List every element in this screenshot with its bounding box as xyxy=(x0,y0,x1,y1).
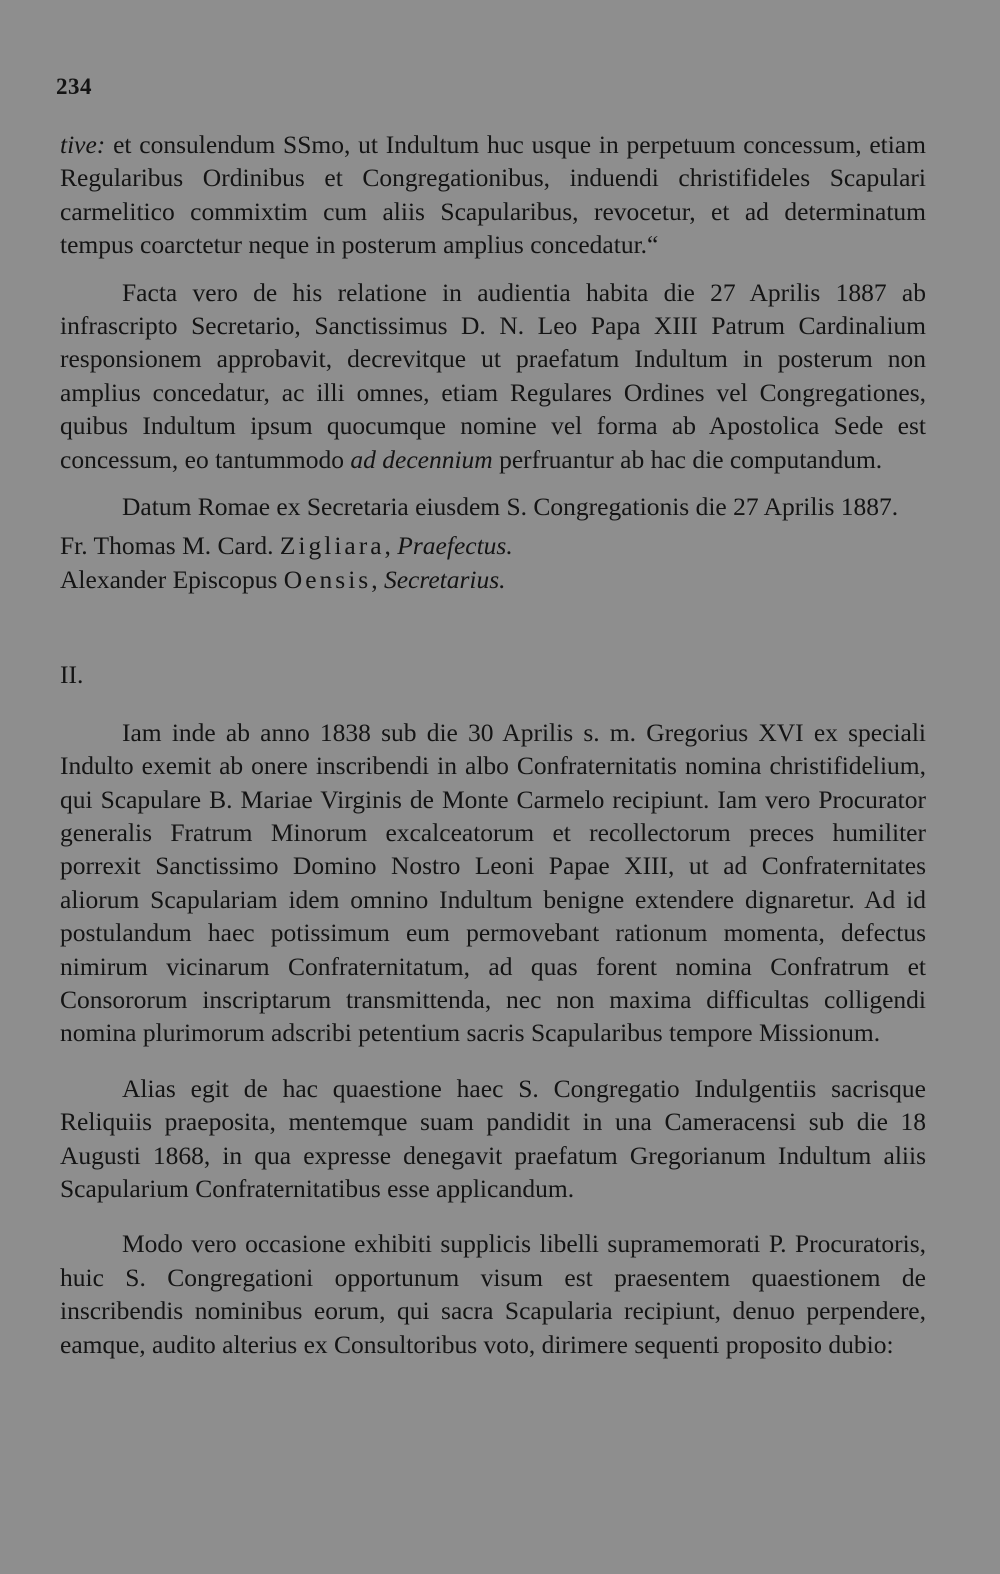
paragraph-datum: Datum Romae ex Secretaria eiusdem S. Congregationis die 27 Aprilis 1887. xyxy=(122,492,899,522)
signature-surname: Zigliara xyxy=(279,531,385,561)
signature-secretary: Alexander Episcopus Oensis, Secretarius. xyxy=(60,564,506,594)
page-number: 234 xyxy=(56,74,92,99)
signature-name: Alexander Episcopus xyxy=(60,564,284,594)
paragraph-alias: Alias egit de hac quaestione haec S. Congregatio Indulgentiis sacrisque Reliquiis praeposita, mentemque suam pandidit in una Cameracensi sub die 18 Augusti 1868, in qua expresse denegavit praefatum Gregorianum Indultum aliis Scapularium Confraternitatibus esse applicandum. xyxy=(60,1073,926,1203)
signature-title: Secretarius. xyxy=(383,564,506,594)
paragraph-text: et consulendum SSmo, ut Indultum huc usque in perpetuum concessum, etiam Regularibus Ordinibus et Congregationibus, induendi christifideles Scapulari carmelitico commixtim cum aliis Scapularibus, revocetur, et ad determinatum tempus coarctetur neque in posterum amplius concedatur.“ xyxy=(60,130,926,260)
italic-lead: tive: xyxy=(60,130,106,159)
signature-surname: Oensis xyxy=(283,564,372,594)
body-text xyxy=(60,128,926,1361)
paragraph-iam: Iam inde ab anno 1838 sub die 30 Aprilis s. m. Gregorius XVI ex speciali Indulto exemit ab onere inscribendi in albo Confraternitatis nomina christifidelium, qui Scapulare B. Mariae Virginis de Monte Carmelo recipiunt. Iam vero Procurator generalis Fratrum Minorum excalceatorum et recollectorum preces humiliter porrexit Sanctissimo Domino Nostro Leoni Papae XIII, ut ad Confraternitates aliorum Scapulariam idem omnino Indultum benigne extendere dignaretur. Ad id postulandum haec potissimum eum permovebant rationum momenta, defectus nimirum vicinarum Confraternitatum, ad quas forent nomina Confratrum et Consororum inscriptarum transmittenda, nec non maxima difficultas colligendi nomina plurimorum adscribi petentium sacris Scapularibus tempore Missionum. xyxy=(60,717,926,1048)
paragraph-facta xyxy=(60,276,926,476)
italic-phrase: ad decennium xyxy=(350,444,493,474)
signature-name: Fr. Thomas M. Card. xyxy=(60,531,280,561)
signature-title: Praefectus. xyxy=(397,531,513,561)
paragraph-modo: Modo vero occasione exhibiti supplicis libelli supramemorati P. Procuratoris, huic S. Congregationi opportunum visum est praesentem quaestionem de inscribendis nominibus eorum, qui sacra Scapularia recipiunt, denuo perpendere, eamque, audito alterius ex Consultoribus voto, dirimere sequenti proposito dubio: xyxy=(60,1229,926,1359)
paragraph-text: Facta vero de his relatione in audientia habita die 27 Aprilis 1887 ab infrascripto Secretario, Sanctissimus D. N. Leo Papa XIII Patrum Cardinalium responsionem approbavit, decrevitque ut praefatum Indultum in posterum non amplius concedatur, ac illi omnes, etiam Regulares Ordines vel Congregationes, quibus Indultum ipsum quocumque nomine vel forma ab Apostolica Sede est concessum, eo tantummodo xyxy=(60,277,926,474)
paragraph-text: perfruantur ab hac die computandum. xyxy=(492,444,883,474)
section-heading: II. xyxy=(60,660,84,690)
paragraph-continuation xyxy=(60,128,926,262)
signature-prefect: Fr. Thomas M. Card. Zigliara, Praefectus. xyxy=(60,531,513,561)
